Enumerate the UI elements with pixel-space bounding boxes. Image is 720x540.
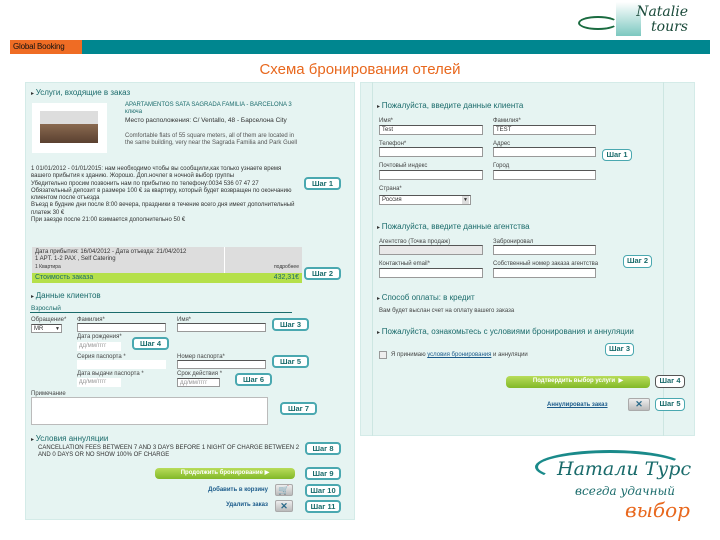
play-icon: ▶ <box>264 470 270 476</box>
step-1-label: Шаг 1 <box>304 177 341 190</box>
room-type: 1 APT. 1-2 PAX , Self Catering <box>35 256 116 262</box>
brand-name: Natalie tours <box>636 4 688 35</box>
own-ref-label: Собственный номер заказа агентства <box>493 261 599 267</box>
salutation-select[interactable] <box>31 324 62 333</box>
step-11-label: Шаг 11 <box>305 500 341 513</box>
step-8-label: Шаг 8 <box>305 442 341 455</box>
cart-icon[interactable]: 🛒 <box>275 484 293 496</box>
details-link[interactable]: подробнее <box>273 264 299 270</box>
phone-input[interactable] <box>379 147 483 157</box>
rooms-count: 1 Квартира <box>35 264 61 270</box>
step-2-label: Шаг 2 <box>304 267 341 280</box>
right-step-2-label: Шаг 2 <box>623 255 652 268</box>
hotel-description: Comfortable flats of 55 square meters, all of them are located in the same building, very near the Sagrada Familia and Park Guell <box>125 133 298 147</box>
header-banner <box>10 40 710 54</box>
add-to-cart-link[interactable]: Добавить в корзину <box>208 487 268 493</box>
surname-input[interactable] <box>77 323 166 332</box>
chevron-down-icon: ▼ <box>55 326 60 332</box>
address-label: Адрес <box>493 141 511 147</box>
close-icon[interactable]: ✕ <box>628 398 650 411</box>
name-input[interactable] <box>177 323 266 332</box>
payment-heading: ▸ Способ оплаты: в кредит <box>377 293 475 302</box>
hotel-photo <box>32 103 107 153</box>
city-label: Город <box>493 163 510 169</box>
passport-expiry-label: Срок действия * <box>177 371 223 377</box>
passport-series-input[interactable] <box>77 360 166 369</box>
step-6-label: Шаг 6 <box>235 373 272 386</box>
adult-label: Взрослый <box>31 305 61 312</box>
city-input[interactable] <box>493 170 596 180</box>
passport-issue-input[interactable]: дд/мм/гггг <box>77 378 121 387</box>
right-step-3-label: Шаг 3 <box>605 343 634 356</box>
right-step-4-label: Шаг 4 <box>655 375 685 388</box>
terms-heading: ▸ Пожалуйста, ознакомьтесь с условиями бронирования и аннуляции <box>377 327 637 338</box>
logo-slogan-1: всегда удачный <box>575 484 676 498</box>
terms-link[interactable]: условия бронирования <box>427 352 492 358</box>
close-icon[interactable]: ✕ <box>275 500 293 512</box>
natalie-tours-logo <box>578 2 703 38</box>
confirm-service-button[interactable] <box>506 376 650 388</box>
right-step-5-label: Шаг 5 <box>655 398 685 411</box>
booked-by-input[interactable] <box>493 245 596 255</box>
email-label: Контактный email* <box>379 261 430 267</box>
accept-pre: Я принимаю <box>391 352 426 358</box>
cancellation-text: CANCELLATION FEES BETWEEN 7 AND 3 DAYS BEFORE 1 NIGHT OF CHARGE BETWEEN 2 AND 0 DAYS OR NO SHOW 100% OF CHARGE <box>38 445 300 458</box>
agency-input[interactable] <box>379 245 483 255</box>
client-name-label: Имя* <box>379 118 394 124</box>
remarks-label: Примечание <box>31 391 66 397</box>
client-data-heading: ▸ Пожалуйста, введите данные клиента <box>377 101 523 110</box>
global-booking-badge: Global Booking <box>10 40 82 54</box>
step-7-label: Шаг 7 <box>280 402 317 415</box>
email-input[interactable] <box>379 268 483 278</box>
note: Обязательный депозит в размере 100 € за квартиру, который будет возвращен по окончанию клиентом после отъезда <box>31 187 292 202</box>
step-3-label: Шаг 3 <box>272 318 309 331</box>
name-label: Имя* <box>177 317 192 323</box>
right-step-1-label: Шаг 1 <box>602 149 632 161</box>
agency-data-heading: ▸ Пожалуйста, введите данные агентства <box>377 222 530 231</box>
natali-tours-slogan-logo <box>535 440 705 528</box>
hotel-address: Место расположения: C/ Ventallo, 48 - Барселона City <box>125 117 287 124</box>
client-name-input[interactable]: Test <box>379 125 483 135</box>
step-10-label: Шаг 10 <box>305 484 341 497</box>
surname-label: Фамилия* <box>77 317 105 323</box>
note: Въезд в будние дни после 8:00 вечера, праздники в течение всего дня имеет дополнительный платеж 30 € <box>31 202 295 216</box>
note: Убедительно просим позвонить нам по прибытию по телефону:0034 536 07 47 27 <box>31 180 259 187</box>
client-surname-label: Фамилия* <box>493 118 521 124</box>
chevron-down-icon: ▼ <box>463 197 468 203</box>
zip-label: Почтовый индекс <box>379 163 428 169</box>
accept-post: и аннуляции <box>493 352 528 358</box>
dob-label: Дата рождения* <box>77 334 122 340</box>
own-ref-input[interactable] <box>493 268 596 278</box>
total-bar <box>32 273 302 283</box>
delete-order-link[interactable]: Удалить заказ <box>226 502 268 508</box>
continue-booking-label: Продолжить бронирование <box>180 470 263 476</box>
clients-heading: ▸ Данные клиентов <box>31 291 101 300</box>
salutation-label: Обращение* <box>31 317 67 323</box>
step-4-label: Шаг 4 <box>132 337 169 350</box>
confirm-service-label: Подтвердить выбор услуги <box>532 378 616 384</box>
passport-number-input[interactable] <box>177 360 266 369</box>
payment-text: Вам будет выслан счет на оплату вашего заказа <box>379 308 515 314</box>
accept-terms-checkbox[interactable] <box>379 351 387 359</box>
logo-name: Натали Турс <box>557 458 692 480</box>
passport-expiry-input[interactable]: дд/мм/гггг <box>177 378 220 387</box>
remarks-textarea[interactable] <box>31 397 268 425</box>
booked-by-label: Забронировал <box>493 239 534 245</box>
services-heading: ▸ Услуги, входящие в заказ <box>31 88 130 97</box>
salutation-value: MR <box>34 326 44 332</box>
logo-slogan-2: выбор <box>625 498 690 522</box>
hotel-name[interactable]: APARTAMENTOS SATA SAGRADA FAMILIA - BARCELONA 3 ключа <box>125 102 292 116</box>
passport-issue-label: Дата выдачи паспорта * <box>77 371 144 377</box>
country-value: Россия <box>382 197 402 203</box>
continue-booking-button[interactable] <box>155 468 295 479</box>
phone-label: Телефон* <box>379 141 407 147</box>
passport-series-label: Серия паспорта * <box>77 354 126 360</box>
note: При заезде после 21:00 взимается дополнительно 50 € <box>31 217 186 224</box>
zip-input[interactable] <box>379 170 483 180</box>
accept-text <box>391 352 528 358</box>
dob-input[interactable]: дд/мм/гггг <box>77 342 121 351</box>
total-value: 432,31€ <box>273 274 299 281</box>
country-select[interactable] <box>379 195 471 205</box>
client-surname-input[interactable]: TEST <box>493 125 596 135</box>
booking-summary <box>32 247 302 273</box>
booking-dates: Дата прибытия: 16/04/2012 - Дата отъезда: 21/04/2012 <box>35 249 187 255</box>
step-9-label: Шаг 9 <box>305 467 341 480</box>
hotel-notes <box>31 166 301 224</box>
play-icon: ▶ <box>618 378 624 384</box>
cancellation-heading: ▸ Условия аннуляции <box>31 434 108 443</box>
total-label: Стоимость заказа <box>35 274 94 281</box>
agency-label: Агентство (Точка продаж) <box>379 239 451 245</box>
cancel-order-link[interactable]: Аннулировать заказ <box>547 402 608 408</box>
page-title: Схема бронирования отелей <box>259 61 461 78</box>
address-input[interactable] <box>493 147 596 157</box>
step-5-label: Шаг 5 <box>272 355 309 368</box>
note: 1 01/01/2012 - 01/01/2015: нам необходимо чтобы вы сообщили,как только узнаете время вашего прибытия к зданию. Жорошо. Доп.ночлег в ночной выбор группы <box>31 166 282 180</box>
passport-number-label: Номер паспорта* <box>177 354 225 360</box>
country-label: Страна* <box>379 186 402 192</box>
